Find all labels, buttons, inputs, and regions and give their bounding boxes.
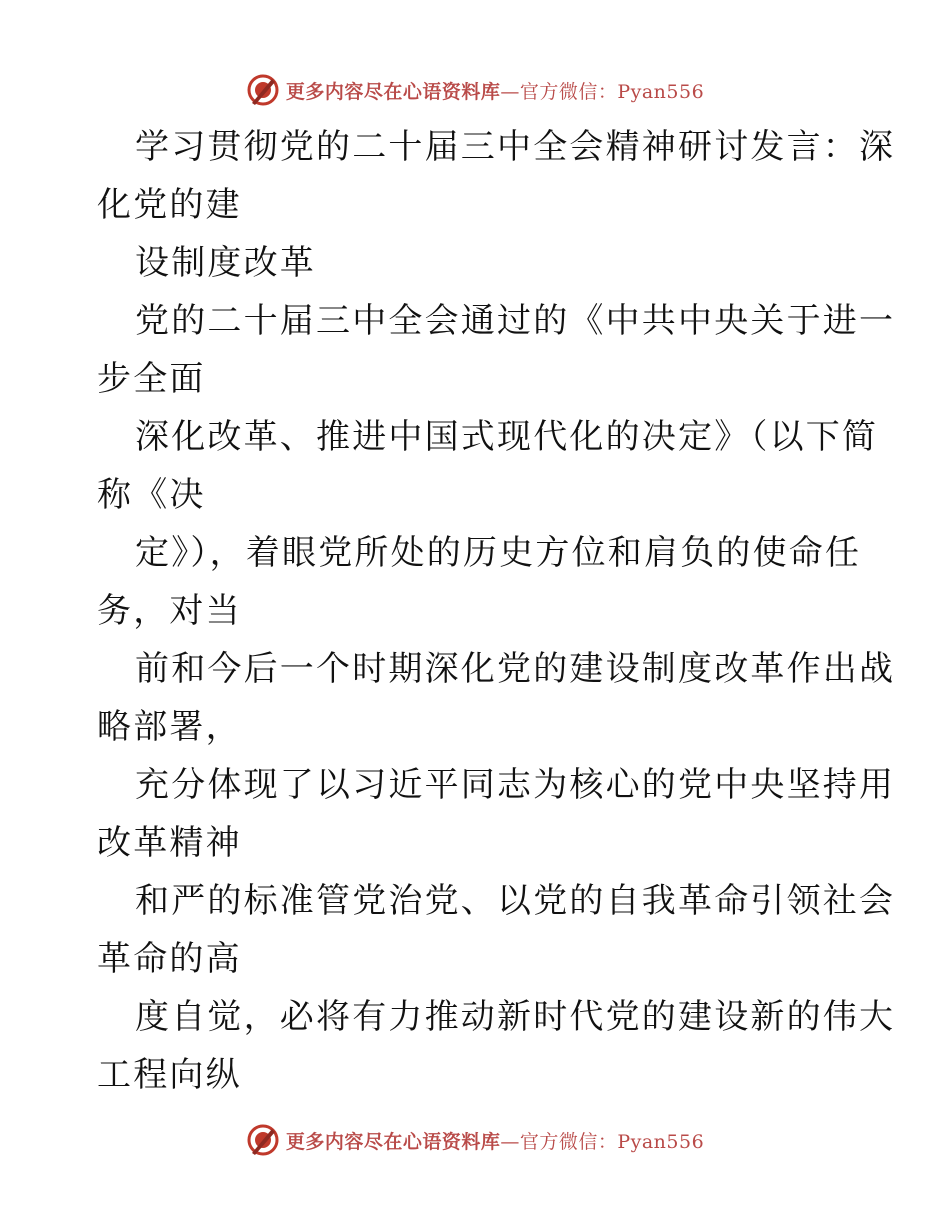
paragraph-line: 称《决 <box>97 475 206 515</box>
quill-logo-icon <box>246 73 280 107</box>
paragraph-line: 学习贯彻党的二十届三中全会精神研讨发言：深 <box>135 127 896 167</box>
quill-logo-icon <box>246 1123 280 1157</box>
paragraph-line: 革命的高 <box>97 939 242 979</box>
paragraph-line: 充分体现了以习近平同志为核心的党中央坚持用 <box>135 765 896 805</box>
watermark-text <box>286 77 704 104</box>
watermark-brand: 更多内容尽在心语资料库 <box>285 80 501 103</box>
watermark-dash: — <box>500 80 520 103</box>
paragraph-line: 工程向纵 <box>97 1055 242 1095</box>
paragraph-line: 前和今后一个时期深化党的建设制度改革作出战 <box>135 649 896 689</box>
watermark-dash: — <box>500 1130 520 1153</box>
paragraph-line: 和严的标准管党治党、以党的自我革命引领社会 <box>135 881 896 921</box>
paragraph-line: 设制度改革 <box>135 243 316 283</box>
paragraph-line: 定》），着眼党所处的历史方位和肩负的使命任 <box>135 533 862 573</box>
watermark-wechat: 官方微信：Pyan556 <box>519 1130 705 1153</box>
watermark-brand: 更多内容尽在心语资料库 <box>285 1130 501 1153</box>
paragraph-line: 深化改革、推进中国式现代化的决定》（以下简 <box>135 417 879 457</box>
watermark-text <box>286 1127 704 1154</box>
paragraph-line: 党的二十届三中全会通过的《中共中央关于进一 <box>135 301 896 341</box>
paragraph-line: 化党的建 <box>97 185 242 225</box>
paragraph-line: 步全面 <box>97 359 206 399</box>
paragraph-line: 度自觉，必将有力推动新时代党的建设新的伟大 <box>135 997 896 1037</box>
paragraph-line: 略部署， <box>97 707 242 747</box>
watermark-wechat: 官方微信：Pyan556 <box>519 80 705 103</box>
paragraph-line: 务，对当 <box>97 591 242 631</box>
footer-watermark <box>0 1120 950 1160</box>
paragraph-line: 改革精神 <box>97 823 242 863</box>
header-watermark <box>0 70 950 110</box>
